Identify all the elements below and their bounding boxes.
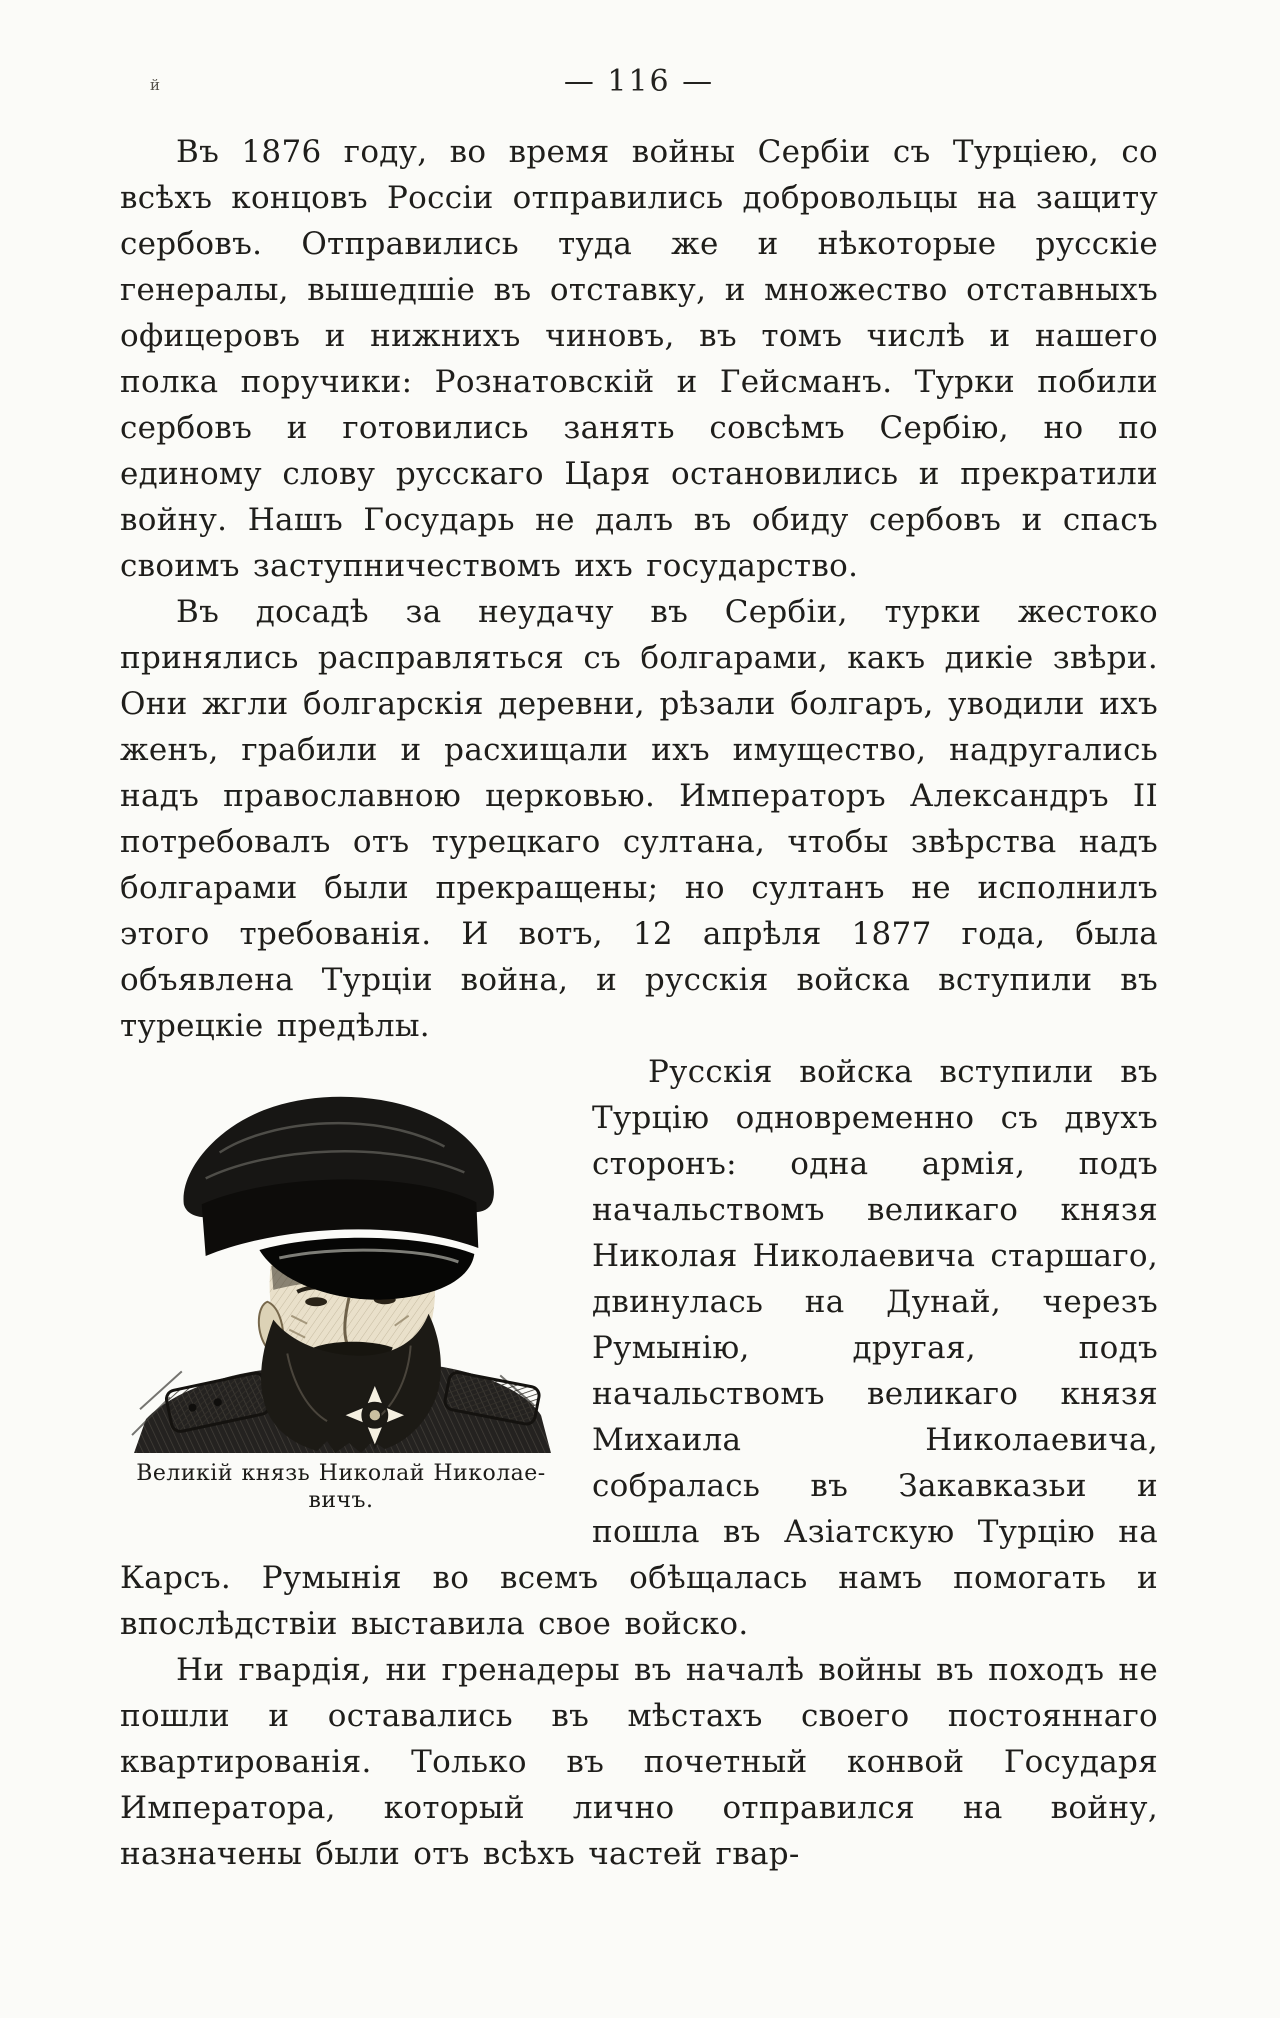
- page-number: — 116 —: [563, 64, 715, 99]
- portrait-figure: [120, 1055, 562, 1514]
- print-artifact: й: [150, 76, 160, 94]
- paragraph-turkish-atrocities: Въ досадѣ за неудачу въ Сербіи, турки жестоко принялись расправляться съ болгарами, какъ дикіе звѣри. Они жгли болгарскія деревни, рѣзали болгаръ, уводили ихъ женъ, грабили и расхищали ихъ имущество, надругались надъ православною церковью. Императоръ Александръ II потребовалъ отъ турецкаго султана, чтобы звѣрства надъ болгарами были прекращены; но султанъ не исполнилъ этого требованія. И вотъ, 12 апрѣля 1877 года, была объявлена Турціи война, и русскія войска вступили въ турецкіе предѣлы.: [120, 594, 1158, 1044]
- portrait-caption: [120, 1460, 562, 1514]
- text-block: [120, 129, 1158, 1877]
- grand-duke-portrait-engraving: [120, 1055, 562, 1453]
- portrait-illustration: [120, 1055, 562, 1453]
- paragraph-two-armies: Русскія войска вступили въ Турцію одновременно съ двухъ сторонъ: одна армія, подъ начальствомъ великаго князя Николая Николаевича старшаго, двинулась на Дунай, черезъ Румынію, другая, подъ начальствомъ великаго князя Михаила Николаевича, собралась въ Закавказьи и пошла въ Азіатскую Турцію на Карсъ. Румынія во всемъ обѣщалась намъ помогать и впослѣдствіи выставила свое войско.: [120, 1054, 1158, 1642]
- caption-line-1: Великій князь Николай Николае-: [136, 1461, 546, 1486]
- paragraph-guards: Ни гвардія, ни гренадеры въ началѣ войны въ походъ не пошли и оставались въ мѣстахъ своего постояннаго квартированія. Только въ почетный конвой Государя Императора, который лично отправился на войну, назначены были отъ всѣхъ частей гвар-: [120, 1652, 1158, 1872]
- paragraph-serbia-war: Въ 1876 году, во время войны Сербіи съ Турціею, со всѣхъ концовъ Россіи отправились добровольцы на защиту сербовъ. Отправились туда же и нѣкоторые русскіе генералы, вышедшіе въ отставку, и множество отставныхъ офицеровъ и нижнихъ чиновъ, въ томъ числѣ и нашего полка поручики: Рознатовскій и Гейсманъ. Турки побили сербовъ и готовились занять совсѣмъ Сербію, но по единому слову русскаго Царя остановились и прекратили войну. Нашъ Государь не далъ въ обиду сербовъ и спасъ своимъ заступничествомъ ихъ государство.: [120, 134, 1158, 584]
- caption-line-2: вичъ.: [308, 1488, 374, 1513]
- paragraph-with-portrait: [120, 1049, 1158, 1647]
